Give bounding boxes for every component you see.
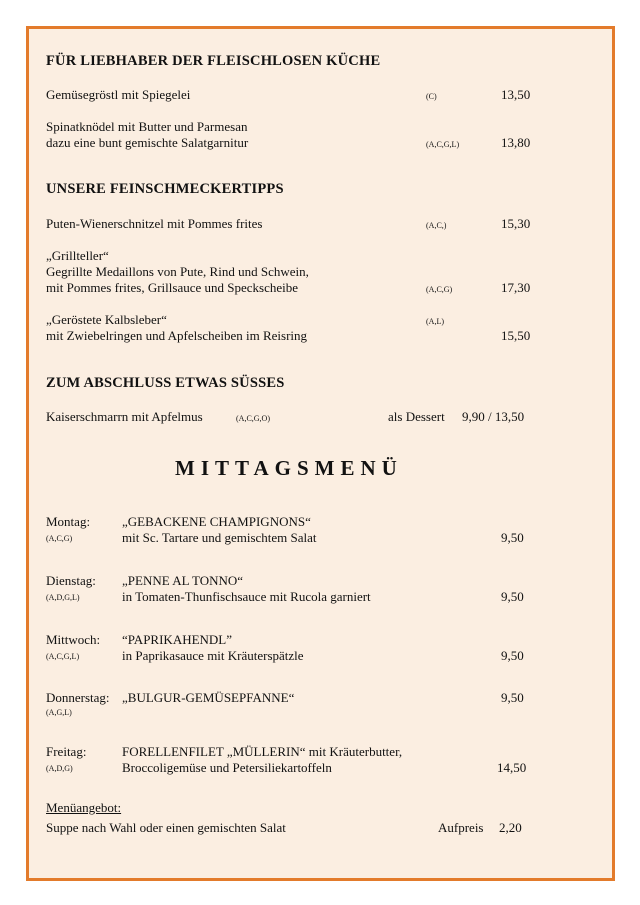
lunch-dish-name: „BULGUR-GEMÜSEPFANNE“ (122, 690, 295, 705)
lunch-price: 14,50 (497, 760, 527, 775)
weekday-label: Montag: (46, 514, 91, 529)
allergen-codes: (A,C,G) (426, 285, 453, 294)
lunch-price: 9,50 (501, 530, 524, 545)
section-heading-gourmet: UNSERE FEINSCHMECKERTIPPS (46, 181, 284, 197)
dish-name: Kaiserschmarrn mit Apfelmus (46, 409, 203, 424)
lunch-dish-name: “PAPRIKAHENDL” (122, 632, 233, 647)
dish-description: mit Pommes frites, Grillsauce und Speckscheibe (46, 280, 299, 295)
allergen-codes: (A,D,G) (46, 764, 73, 773)
lunch-dish-description: mit Sc. Tartare und gemischtem Salat (122, 530, 317, 545)
section-heading-dessert: ZUM ABSCHLUSS ETWAS SÜSSES (46, 375, 285, 391)
lunch-price: 9,50 (501, 648, 524, 663)
weekday-label: Donnerstag: (46, 690, 110, 705)
lunch-dish-name: FORELLENFILET „MÜLLERIN“ mit Kräuterbutter, (122, 744, 403, 759)
lunch-dish-name: „GEBACKENE CHAMPIGNONS“ (122, 514, 311, 529)
dessert-note: als Dessert (388, 409, 445, 424)
dish-description: Gegrillte Medaillons von Pute, Rind und Schwein, (46, 264, 309, 279)
dish-name: Spinatknödel mit Butter und Parmesan (46, 119, 248, 134)
surcharge-label: Aufpreis (438, 820, 484, 835)
dish-name: „Geröstete Kalbsleber“ (46, 312, 167, 327)
lunch-dish-description: Broccoligemüse und Petersiliekartoffeln (122, 760, 332, 775)
dish-name: Gemüsegröstl mit Spiegelei (46, 87, 191, 102)
menu-offer-label: Menüangebot: (46, 800, 122, 815)
lunch-dish-description: in Tomaten-Thunfischsauce mit Rucola garniert (122, 589, 371, 604)
dish-price: 15,30 (501, 216, 531, 231)
dish-name: „Grillteller“ (46, 248, 109, 263)
allergen-codes: (A,D,G,L) (46, 593, 80, 602)
lunch-dish-name: „PENNE AL TONNO“ (122, 573, 244, 588)
allergen-codes: (A,C,) (426, 221, 447, 230)
allergen-codes: (A,C,G) (46, 534, 73, 543)
surcharge-price: 2,20 (499, 820, 522, 835)
allergen-codes: (A,G,L) (46, 708, 72, 717)
allergen-codes: (A,C,G,L) (46, 652, 80, 661)
dish-description: dazu eine bunt gemischte Salatgarnitur (46, 135, 249, 150)
dish-price: 15,50 (501, 328, 531, 343)
allergen-codes: (A,C,G,L) (426, 140, 460, 149)
dish-description: mit Zwiebelringen und Apfelscheiben im Reisring (46, 328, 308, 343)
weekday-label: Dienstag: (46, 573, 96, 588)
dish-price: 17,30 (501, 280, 531, 295)
lunch-menu-title: MITTAGSMENÜ (175, 456, 403, 480)
dish-price: 13,50 (501, 87, 531, 102)
dish-price: 13,80 (501, 135, 531, 150)
lunch-price: 9,50 (501, 690, 524, 705)
lunch-price: 9,50 (501, 589, 524, 604)
allergen-codes: (C) (426, 92, 437, 101)
allergen-codes: (A,C,G,O) (236, 414, 270, 423)
lunch-dish-description: in Paprikasauce mit Kräuterspätzle (122, 648, 304, 663)
weekday-label: Mittwoch: (46, 632, 101, 647)
dish-name: Puten-Wienerschnitzel mit Pommes frites (46, 216, 263, 231)
allergen-codes: (A,L) (426, 317, 444, 326)
dish-price: 9,90 / 13,50 (462, 409, 525, 424)
section-heading-vegetarian: FÜR LIEBHABER DER FLEISCHLOSEN KÜCHE (46, 53, 381, 69)
menu-offer-text: Suppe nach Wahl oder einen gemischten Salat (46, 820, 286, 835)
weekday-label: Freitag: (46, 744, 87, 759)
